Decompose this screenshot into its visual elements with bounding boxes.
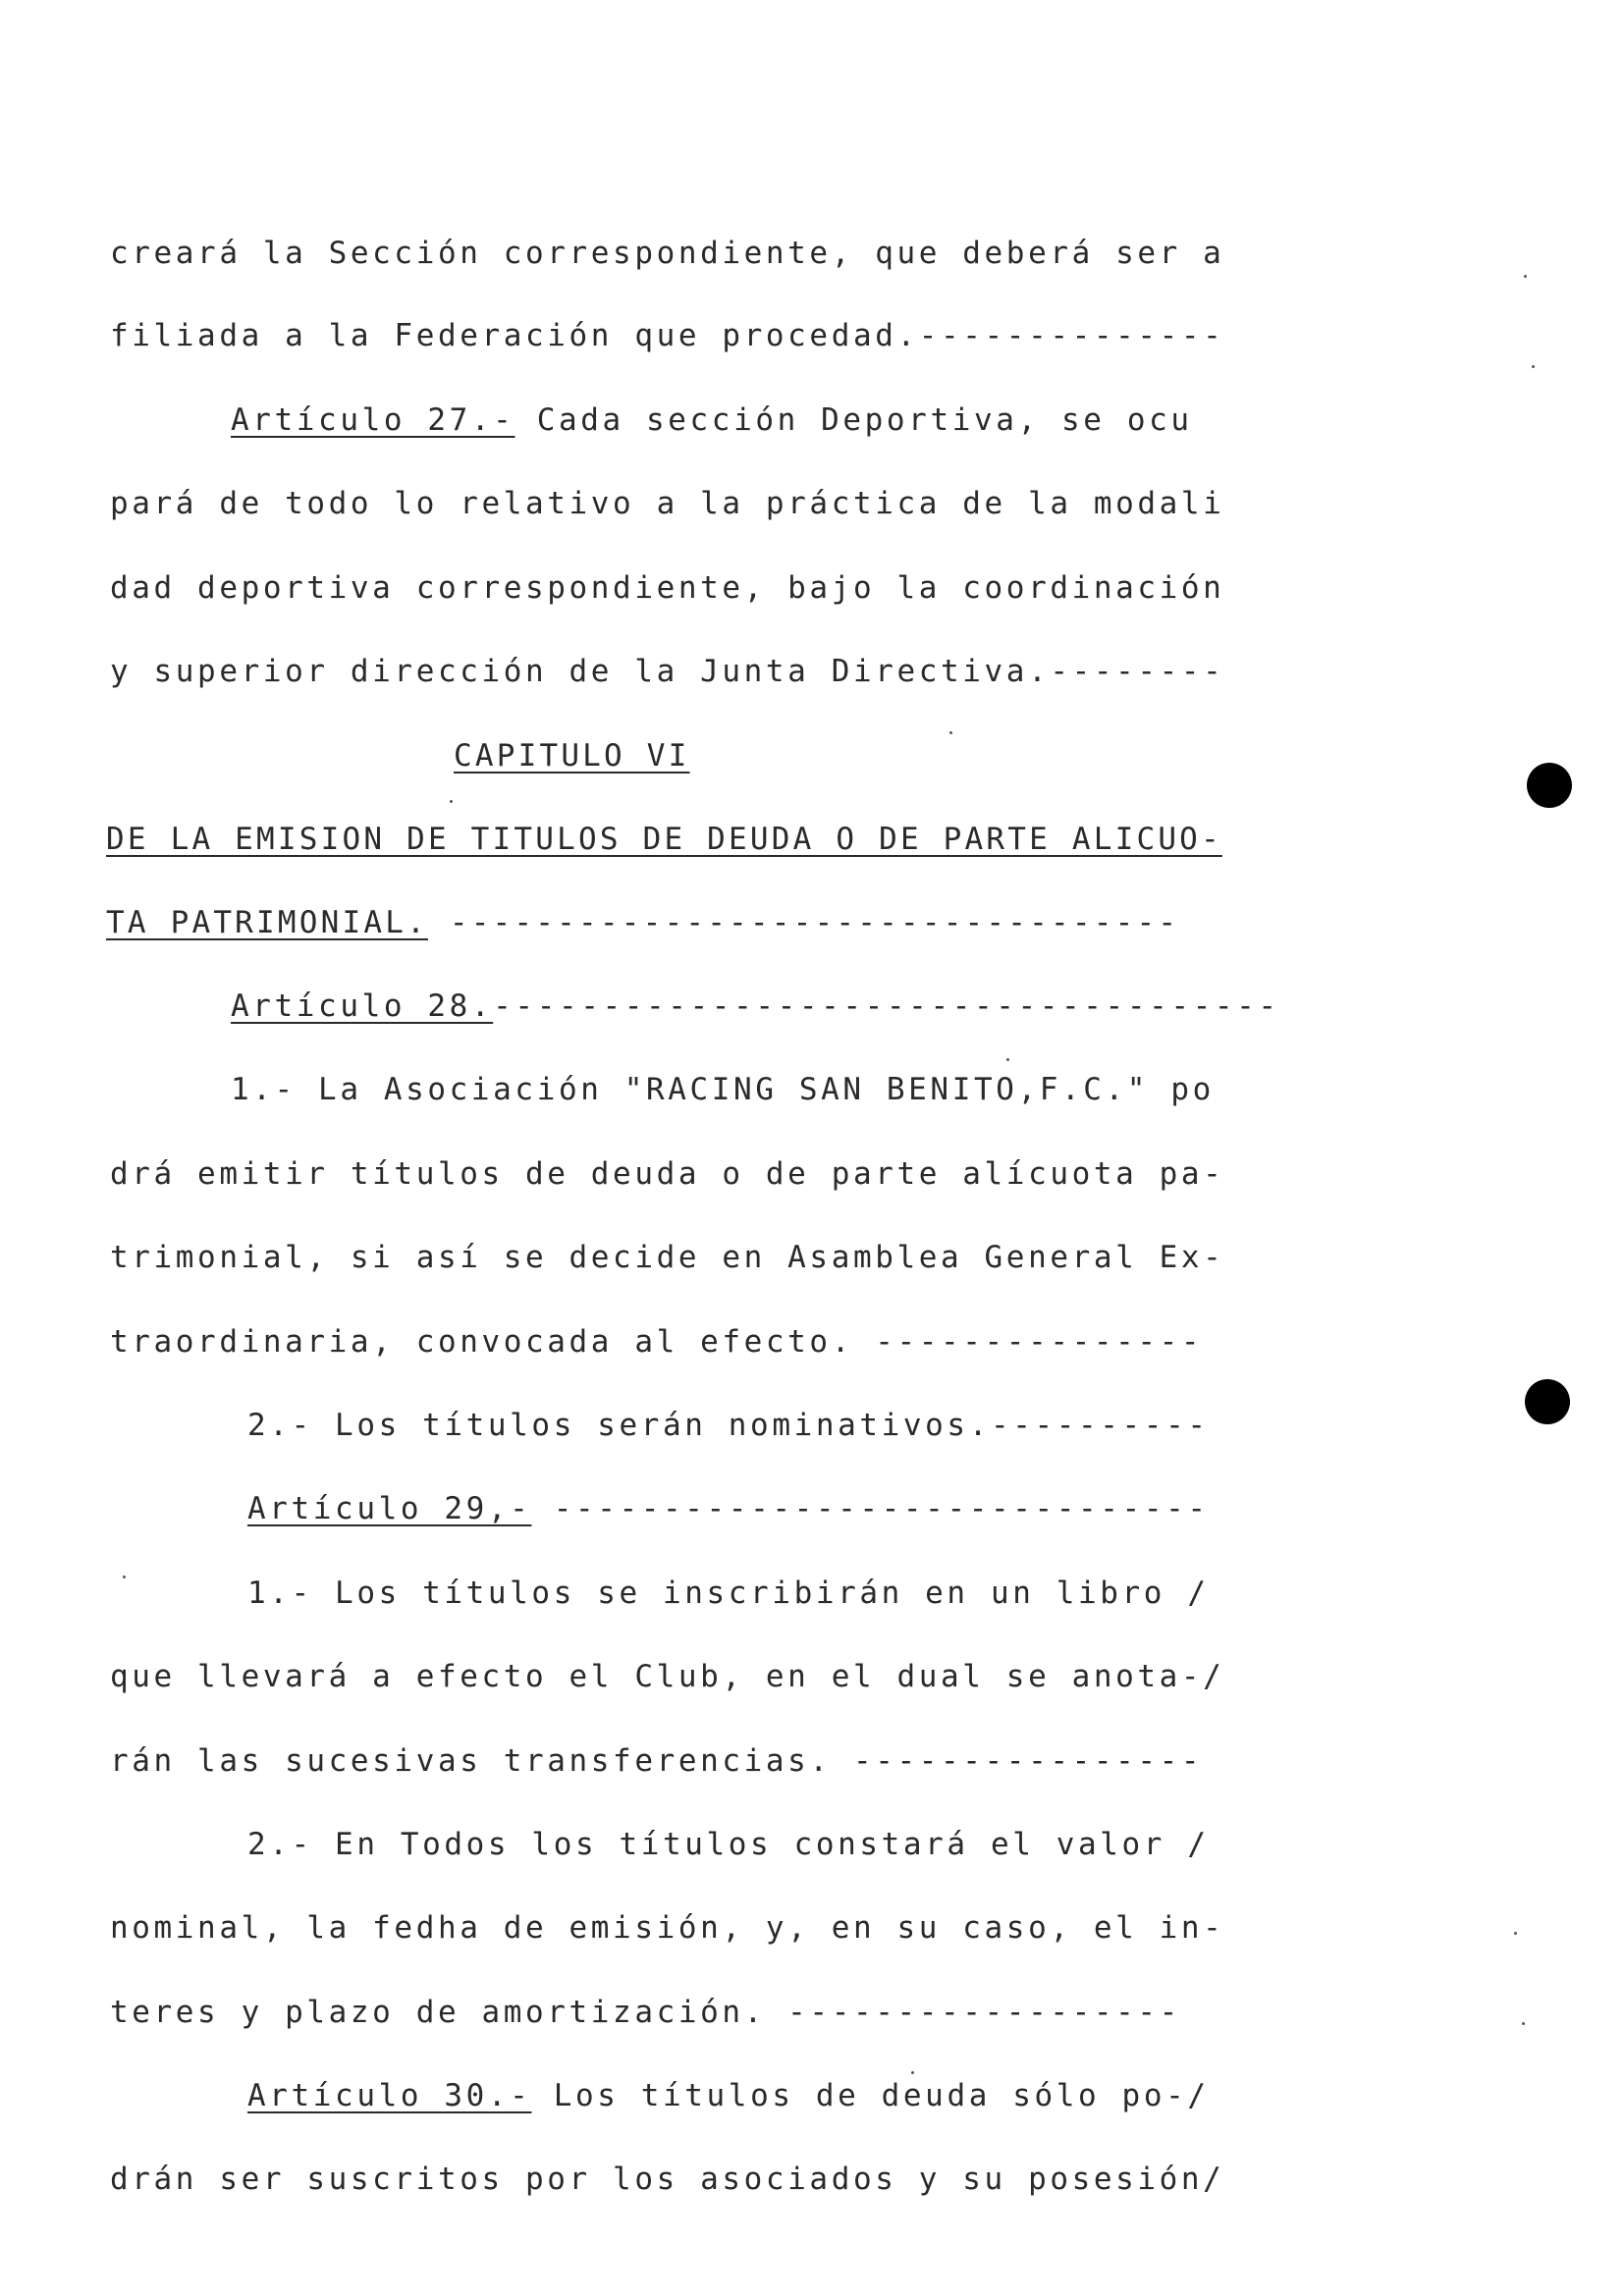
text-line-10: 1.- La Asociación "RACING SAN BENITO,F.C." po [231, 1072, 1215, 1107]
text-line-article-28 [231, 987, 1280, 1026]
scan-speck [1532, 365, 1535, 368]
chapter-subtitle-2: TA PATRIMONIAL. [106, 905, 428, 940]
text-line-6: y superior dirección de la Junta Directiva.-------- [110, 654, 1225, 689]
chapter-heading [454, 736, 748, 775]
scan-speck [123, 1575, 126, 1578]
text-line-12: trimonial, si así se decide en Asamblea General Ex- [110, 1240, 1225, 1275]
text-line-2: filiada a la Federación que procedad.-------------- [110, 318, 1225, 353]
punch-hole-bottom [1525, 1379, 1570, 1424]
scan-speck [1514, 1932, 1517, 1935]
scan-speck [949, 731, 952, 734]
scan-speck [450, 800, 453, 803]
text-line-11: drá emitir títulos de deuda o de parte alícuota pa- [110, 1156, 1225, 1192]
article-29-heading: Artículo 29,- [247, 1491, 532, 1526]
chapter-subtitle-line-2 [106, 903, 1180, 942]
chapter-subtitle-dashes: ---------------------------------- [427, 905, 1180, 940]
text-line-article-30 [247, 2076, 1278, 2115]
scan-speck [1006, 1058, 1009, 1061]
punch-hole-top [1527, 763, 1572, 808]
text-line-19: 2.- En Todos los títulos constará el valor / [247, 1827, 1210, 1862]
chapter-title: CAPITULO VI [454, 738, 690, 774]
scan-speck [1522, 2022, 1525, 2025]
text-line-16: 1.- Los títulos se inscribirán en un libro / [247, 1575, 1210, 1611]
text-line-1: creará la Sección correspondiente, que deberá ser a [110, 236, 1225, 271]
text-line-18: rán las sucesivas transferencias. ---------------- [110, 1743, 1204, 1779]
text-line-article-29 [247, 1489, 1278, 1528]
chapter-subtitle-1: DE LA EMISION DE TITULOS DE DEUDA O DE PARTE ALICUO- [106, 822, 1222, 857]
text-line-13: traordinaria, convocada al efecto. --------------- [110, 1324, 1204, 1360]
text-line-14: 2.- Los títulos serán nominativos.---------- [247, 1408, 1210, 1443]
text-line-21: teres y plazo de amortización. ------------------ [110, 1995, 1181, 2030]
text-line-23: drán ser suscritos por los asociados y su posesión/ [110, 2162, 1225, 2197]
scan-speck [911, 2071, 914, 2074]
article-27-heading: Artículo 27.- [231, 402, 515, 438]
scan-speck [1524, 275, 1527, 278]
text-line-3 [231, 400, 1262, 440]
text-line-5: dad deportiva correspondiente, bajo la coordinación [110, 570, 1225, 606]
article-30-text: Los títulos de deuda sólo po-/ [531, 2078, 1210, 2113]
article-29-dashes: ------------------------------ [531, 1491, 1210, 1526]
text-line-4: pará de todo lo relativo a la práctica de la modali [110, 486, 1225, 521]
article-28-heading: Artículo 28. [231, 988, 494, 1024]
chapter-subtitle-line-1 [106, 820, 1222, 859]
article-30-heading: Artículo 30.- [247, 2078, 532, 2113]
article-27-text: Cada sección Deportiva, se ocu [514, 402, 1193, 438]
text-line-20: nominal, la fedha de emisión, y, en su caso, el in- [110, 1910, 1225, 1946]
article-28-dashes: ------------------------------------ [493, 988, 1280, 1024]
text-line-17: que llevará a efecto el Club, en el dual se anota-/ [110, 1659, 1225, 1694]
